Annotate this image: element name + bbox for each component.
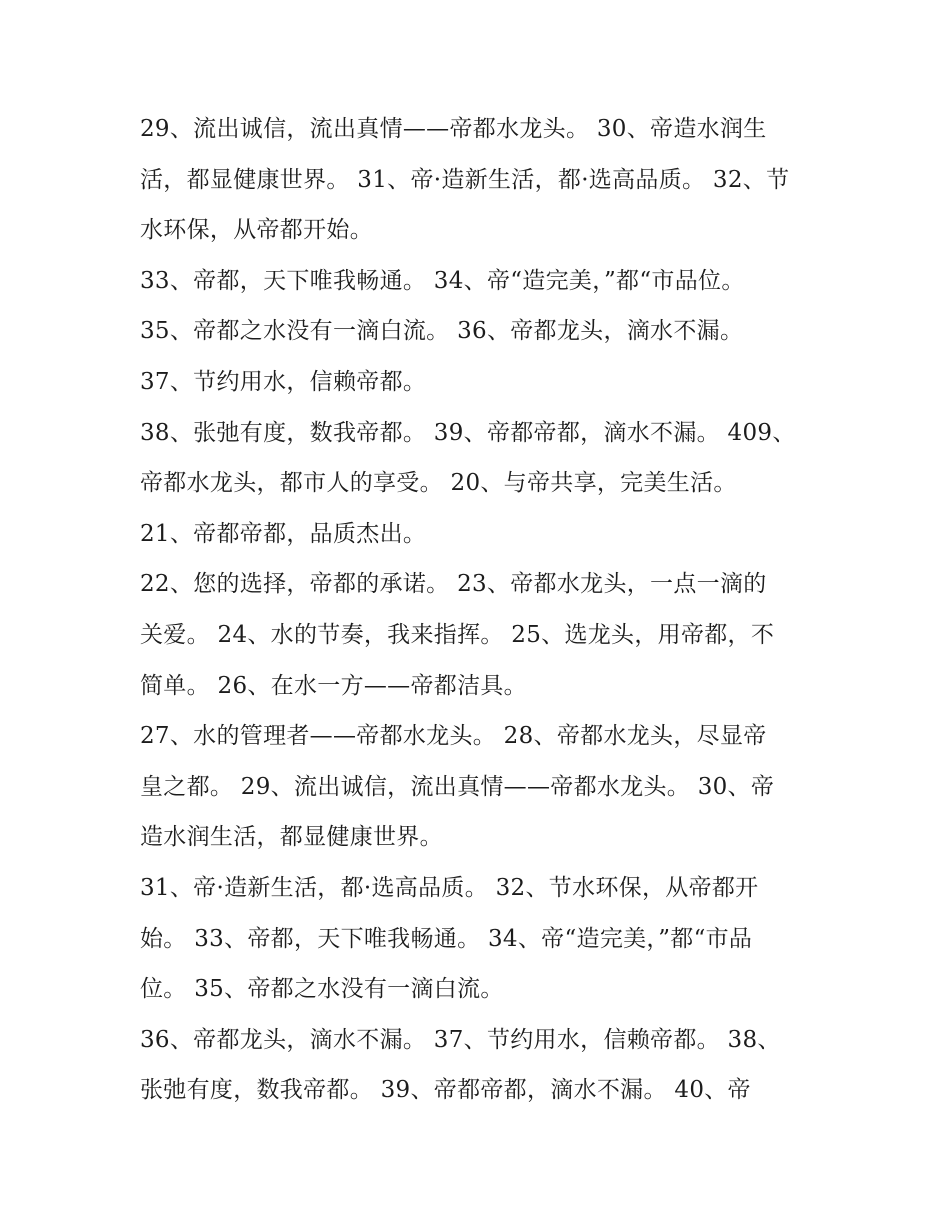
- text-line: 38、张弛有度，数我帝都。 39、帝都帝都，滴水不漏。 409、: [140, 419, 796, 446]
- text-line: 水环保，从帝都开始。: [140, 217, 373, 244]
- text-line: 22、您的选择，帝都的承诺。 23、帝都水龙头，一点一滴的: [140, 571, 767, 598]
- text-line: 造水润生活，都显健康世界。: [140, 824, 443, 851]
- text-line: 关爱。 24、水的节奏，我来指挥。 25、选龙头，用帝都，不: [140, 621, 775, 648]
- text-line: 皇之都。 29、流出诚信，流出真情——帝都水龙头。 30、帝: [140, 773, 775, 800]
- text-line: 27、水的管理者——帝都水龙头。 28、帝都水龙头，尽显帝: [140, 723, 767, 750]
- text-line: 帝都水龙头，都市人的享受。 20、与帝共享，完美生活。: [140, 470, 737, 497]
- text-line: 35、帝都之水没有一滴白流。 36、帝都龙头，滴水不漏。: [140, 318, 744, 345]
- document-body: [140, 104, 820, 1116]
- text-line: 张弛有度，数我帝都。 39、帝都帝都，滴水不漏。 40、帝: [140, 1077, 751, 1104]
- text-line: 简单。 26、在水一方——帝都洁具。: [140, 672, 527, 699]
- text-line: 始。 33、帝都，天下唯我畅通。 34、帝“造完美，”都“市品: [140, 925, 753, 952]
- text-line: 37、节约用水，信赖帝都。: [140, 368, 427, 395]
- text-line: 31、帝·造新生活，都·选高品质。 32、节水环保，从帝都开: [140, 874, 759, 901]
- text-line: 活，都显健康世界。 31、帝·造新生活，都·选高品质。 32、节: [140, 166, 790, 193]
- text-line: 21、帝都帝都，品质杰出。: [140, 520, 427, 547]
- text-line: 33、帝都，天下唯我畅通。 34、帝“造完美，”都“市品位。: [140, 267, 745, 294]
- text-line: 位。 35、帝都之水没有一滴白流。: [140, 976, 504, 1003]
- text-line: 29、流出诚信，流出真情——帝都水龙头。 30、帝造水润生: [140, 116, 767, 142]
- text-line: 36、帝都龙头，滴水不漏。 37、节约用水，信赖帝都。 38、: [140, 1026, 781, 1053]
